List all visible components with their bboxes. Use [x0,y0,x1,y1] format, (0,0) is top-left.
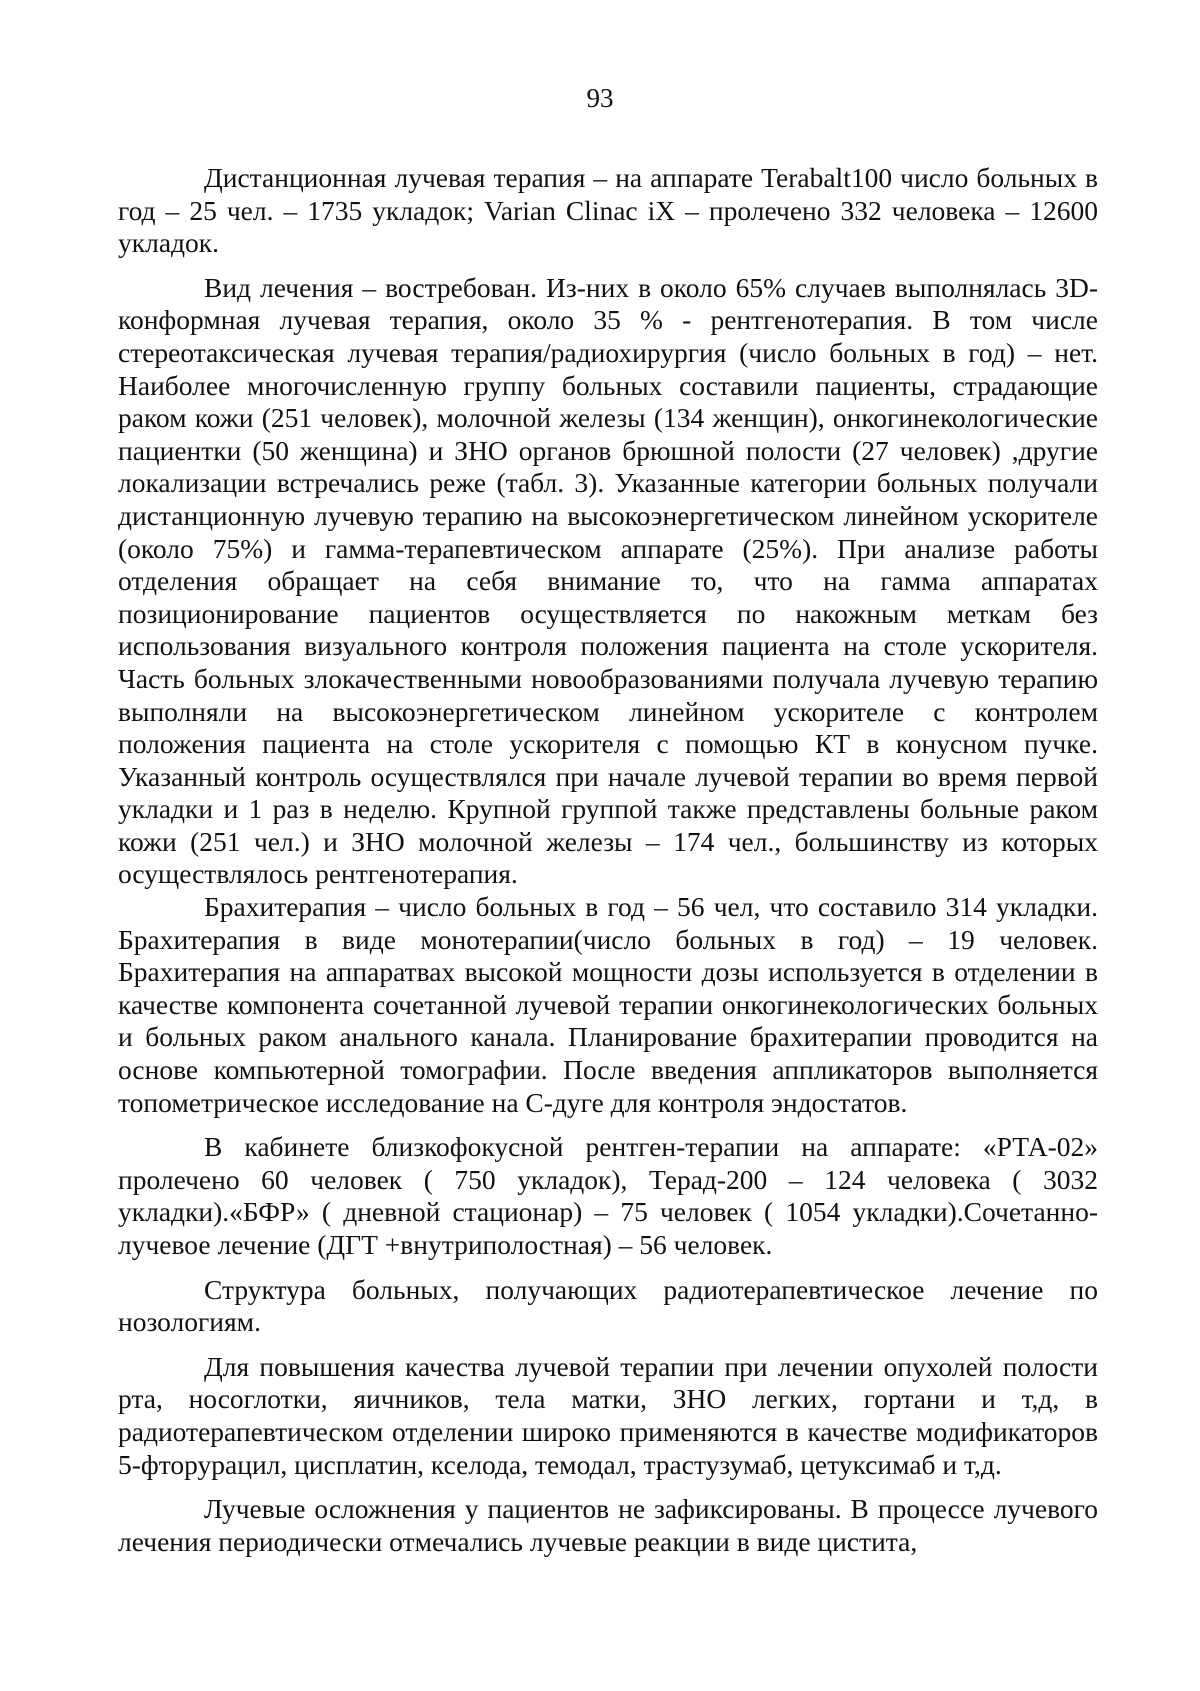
paragraph-external-beam: Дистанционная лучевая терапия – на аппарате Terabalt100 число больных в год – 25 чел. – 1735 укладок; Varian Clinac iX – пролечено 332 человека – 12600 укладок. [118,162,1098,259]
document-body [118,162,1098,1558]
paragraph-treatment-type: Вид лечения – востребован. Из-них в около 65% случаев выполнялась 3D-конформная лучевая терапия, около 35 % - рентгенотерапия. В том числе стереотаксическая лучевая терапия/радиохирургия (число больных в год) – нет. Наиболее многочисленную группу больных составили пациенты, страдающие раком кожи (251 человек), молочной железы (134 женщин), онкогинекологические пациентки (50 женщина) и ЗНО органов брюшной полости (27 человек) ,другие локализации встречались реже (табл. 3). Указанные категории больных получали дистанционную лучевую терапию на высокоэнергетическом линейном ускорителе (около 75%) и гамма-терапевтическом аппарате (25%). При анализе работы отделения обращает на себя внимание то, что на гамма аппаратах позиционирование пациентов осуществляется по накожным меткам без использования визуального контроля положения пациента на столе ускорителя. Часть больных злокачественными новообразованиями получала лучевую терапию выполняли на высокоэнергетическом линейном ускорителе с контролем положения пациента на столе ускорителя с помощью КТ в конусном пучке. Указанный контроль осуществлялся при начале лучевой терапии во время первой укладки и 1 раз в неделю. Крупной группой также представлены больные раком кожи (251 чел.) и ЗНО молочной железы – 174 чел., большинству из которых осуществлялось рентгенотерапия. [118,271,1098,890]
paragraph-complications: Лучевые осложнения у пациентов не зафиксированы. В процессе лучевого лечения периодически отмечались лучевые реакции в виде цистита, [118,1493,1098,1557]
paragraph-close-focus-xray: В кабинете близкофокусной рентген-терапии на аппарате: «РТА-02» пролечено 60 человек ( 750 укладок), Терад-200 – 124 человека ( 3032 укладки).«БФР» ( дневной стационар) – 75 человек ( 1054 укладки).Сочетанно-лучевое лечение (ДГТ +внутриполостная) – 56 человек. [118,1131,1098,1260]
paragraph-modifiers: Для повышения качества лучевой терапии при лечении опухолей полости рта, носоглотки, яичников, тела матки, ЗНО легких, гортани и т,д, в радиотерапевтическом отделении широко применяются в качестве модификаторов 5-фторурацил, цисплатин, кселода, темодал, трастузумаб, цетуксимаб и т,д. [118,1350,1098,1480]
paragraph-nosology-structure: Структура больных, получающих радиотерапевтическое лечение по нозологиям. [118,1273,1098,1338]
paragraph-brachytherapy: Брахитерапия – число больных в год – 56 чел, что составило 314 укладки. Брахитерапия в виде монотерапии(число больных в год) – 19 человек. Брахитерапия на аппаратвах высокой мощности дозы используется в отделении в качестве компонента сочетанной лучевой терапии онкогинекологических больных и больных раком анального канала. Планирование брахитерапии проводится на основе компьютерной томографии. После введения аппликаторов выполняется топометрическое исследование на С-дуге для контроля эндостатов. [118,891,1098,1118]
page-number: 93 [586,83,614,113]
